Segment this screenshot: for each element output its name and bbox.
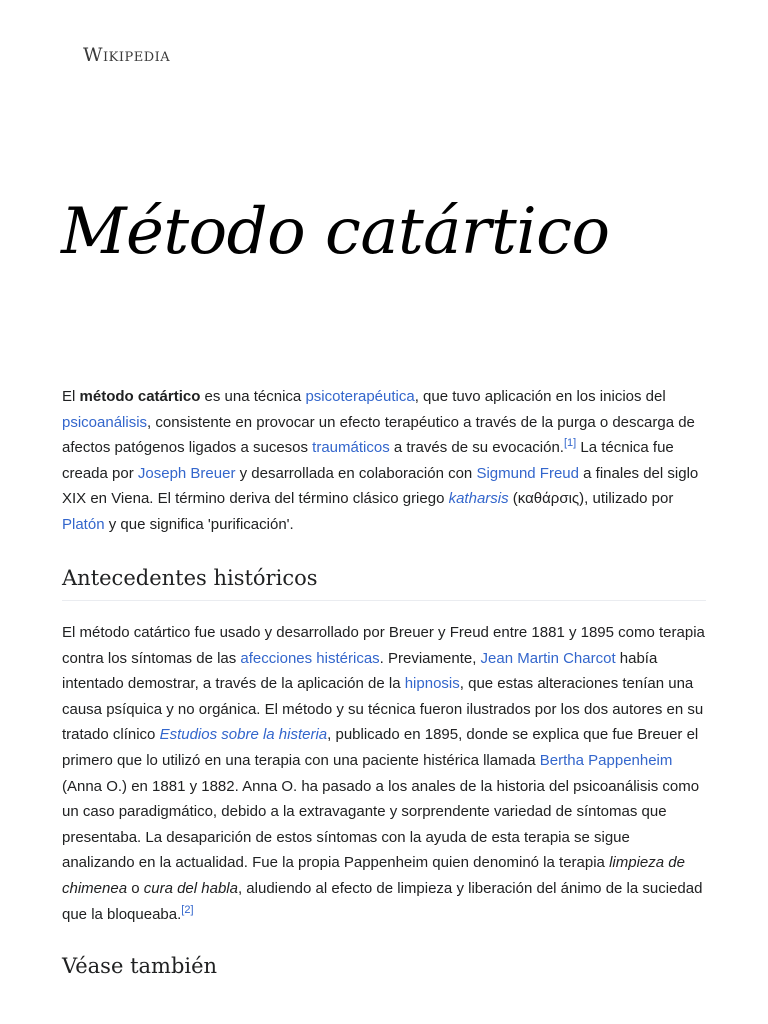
reference-link[interactable]: [2] bbox=[181, 903, 194, 916]
link-traumaticos[interactable]: traumáticos bbox=[312, 439, 390, 457]
text: , aludiendo al efecto de limpieza y liberación del ánimo de la suciedad que la bloqueaba. bbox=[62, 879, 703, 923]
text: y que significa 'purificación'. bbox=[104, 515, 294, 533]
text: es una técnica bbox=[200, 388, 306, 405]
link-bertha-pappenheim[interactable]: Bertha Pappenheim bbox=[539, 751, 673, 769]
section-antecedentes-body bbox=[62, 620, 706, 927]
text: a través de su evocación. bbox=[389, 439, 564, 457]
link-joseph-breuer[interactable]: Joseph Breuer bbox=[137, 464, 236, 482]
page-title: Método catártico bbox=[61, 195, 610, 269]
link-platon[interactable]: Platón bbox=[62, 515, 105, 533]
link-psicoterapeutica[interactable]: psicoterapéutica bbox=[305, 388, 415, 405]
text: (Anna O.) en 1881 y 1882. Anna O. ha pasado a los anales de la historia del psicoanálisis como un caso paradigmático, debido a la extravagante y sorprendente variedad de síntomas que presentaba. La desaparición de estos síntomas con la ayuda de esta terapia se sigue analizando en la actualidad. Fue la propia Pappenheim quien denominó la terapia bbox=[62, 777, 700, 872]
text: (καθάρσις), utilizado por bbox=[508, 490, 674, 508]
text: El bbox=[62, 388, 80, 405]
link-estudios-sobre-la-histeria[interactable]: Estudios sobre la histeria bbox=[159, 726, 328, 744]
link-katharsis[interactable]: katharsis bbox=[448, 490, 509, 508]
intro-paragraph bbox=[62, 384, 706, 538]
reference-link[interactable]: [1] bbox=[563, 437, 577, 450]
article-intro bbox=[62, 384, 706, 538]
text: , consistente en provocar un efecto terapéutico a través de la purga o descarga de afectos patógenos ligados a sucesos bbox=[62, 413, 695, 457]
text: a finales del siglo XIX en Viena. El término deriva del término clásico griego bbox=[62, 464, 699, 508]
text: había intentado demostrar, a través de la aplicación de la bbox=[62, 649, 658, 693]
text: La técnica fue creada por bbox=[62, 439, 674, 482]
text: . Previamente, bbox=[379, 649, 481, 667]
text: y desarrollada en colaboración con bbox=[235, 464, 477, 482]
reference-1[interactable] bbox=[564, 437, 576, 449]
italic-term: cura del habla bbox=[143, 879, 238, 897]
italic-term: limpieza de chimenea bbox=[62, 854, 685, 897]
text: , publicado en 1895, donde se explica que fue Breuer el primero que lo utilizó en una terapia con una paciente histérica llamada bbox=[62, 726, 699, 769]
link-psicoanalisis[interactable]: psicoanálisis bbox=[62, 413, 148, 431]
section-vease-tambien bbox=[62, 954, 217, 978]
section-heading: Véase también bbox=[62, 954, 218, 978]
bold-term: método catártico bbox=[79, 388, 201, 405]
wikipedia-wordmark[interactable]: Wikipedia bbox=[83, 44, 171, 66]
reference-2[interactable] bbox=[181, 904, 193, 916]
section-heading: Antecedentes históricos bbox=[62, 566, 318, 590]
link-afecciones-histericas[interactable]: afecciones histéricas bbox=[240, 649, 380, 667]
text: o bbox=[127, 879, 144, 897]
text: El método catártico fue usado y desarrollado por Breuer y Freud entre 1881 y 1895 como terapia contra los síntomas de las bbox=[62, 624, 705, 667]
text: , que estas alteraciones tenían una causa psíquica y no orgánica. El método y su técnica fueron ilustrados por los dos autores en su tratado clínico bbox=[62, 675, 704, 744]
section-antecedentes bbox=[62, 566, 706, 601]
link-sigmund-freud[interactable]: Sigmund Freud bbox=[476, 464, 579, 482]
link-jean-martin-charcot[interactable]: Jean Martin Charcot bbox=[480, 649, 616, 667]
antecedentes-paragraph bbox=[62, 620, 706, 927]
text: , que tuvo aplicación en los inicios del bbox=[414, 388, 666, 405]
link-hipnosis[interactable]: hipnosis bbox=[404, 675, 460, 693]
